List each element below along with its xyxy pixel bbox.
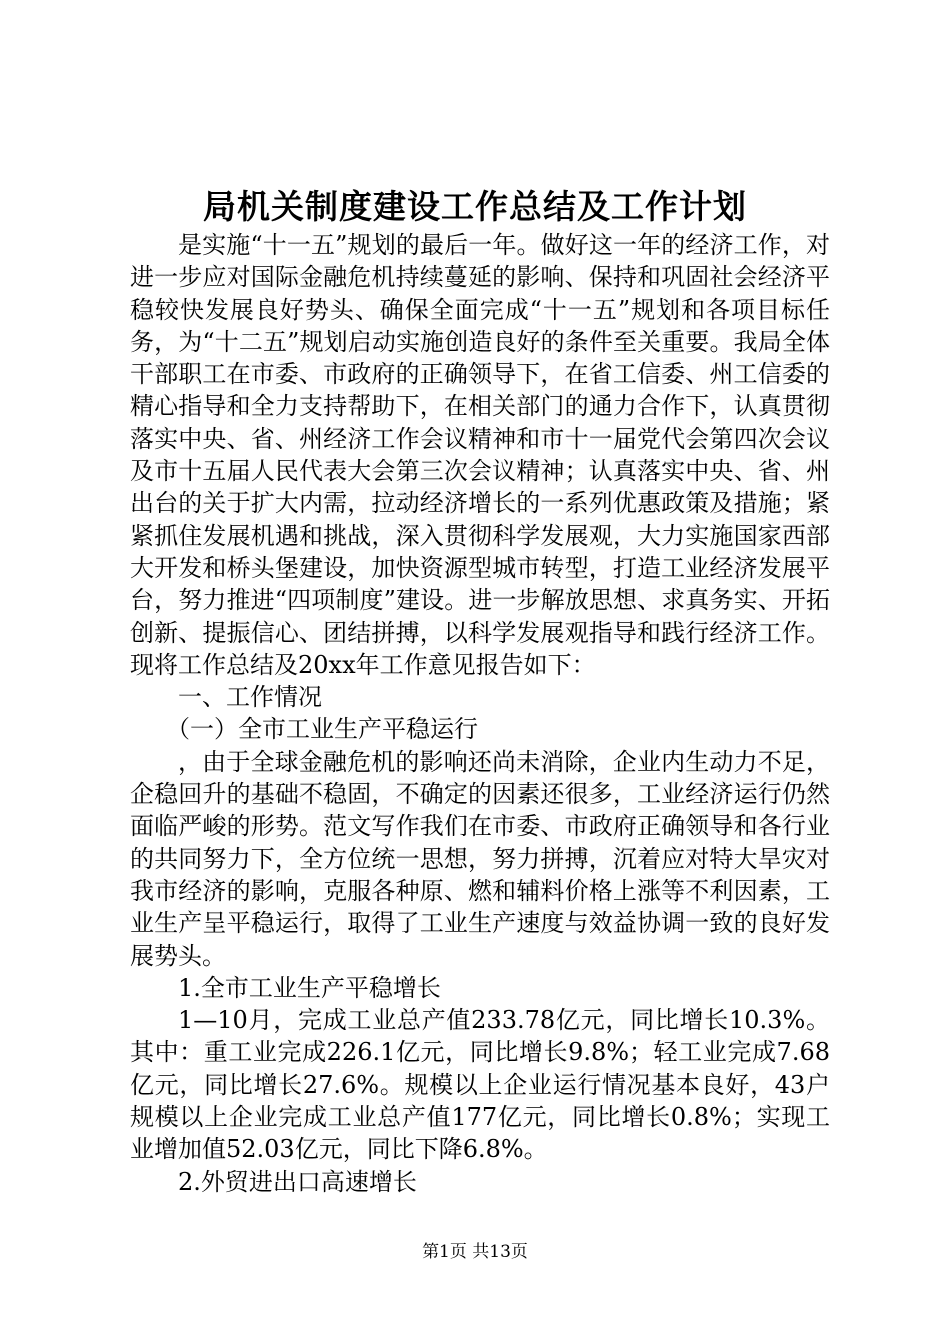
page-footer: 第1页 共13页 (422, 1242, 528, 1262)
item-heading-1: 1.全市工业生产平稳增长 (178, 973, 441, 1002)
item-heading-2: 2.外贸进出口高速增长 (178, 1167, 417, 1196)
statistics-paragraph: 1—10月，完成工业总产值233.78亿元，同比增长10.3%。其中：重工业完成226.1亿元，同比增长9.8%；轻工业完成7.68亿元，同比增长27.6%。规模以上企业运行情况基本良好，43户规模以上企业完成工业总产值177亿元，同比增长0.8%；实现工业增加值52.03亿元，同比下降6.8%。 (130, 1006, 830, 1164)
intro-paragraph: 是实施“十一五”规划的最后一年。做好这一年的经济工作，对进一步应对国际金融危机持续蔓延的影响、保持和巩固社会经济平稳较快发展良好势头、确保全面完成“十一五”规划和各项目标任务，为“十二五”规划启动实施创造良好的条件至关重要。我局全体干部职工在市委、市政府的正确领导下，在省工信委、州工信委的精心指导和全力支持帮助下，在相关部门的通力合作下，认真贯彻落实中央、省、州经济工作会议精神和市十一届党代会第四次会议及市十五届人民代表大会第三次会议精神；认真落实中央、省、州出台的关于扩大内需，拉动经济增长的一系列优惠政策及措施；紧紧抓住发展机遇和挑战，深入贯彻科学发展观，大力实施国家西部大开发和桥头堡建设，加快资源型城市转型，打造工业经济发展平台，努力推进“四项制度”建设。进一步解放思想、求真务实、开拓创新、提振信心、团结拼搏，以科学发展观指导和践行经济工作。现将工作总结及20xx年工作意见报告如下： (130, 231, 830, 679)
section-heading: 一、工作情况 (178, 683, 322, 712)
document-title: 局机关制度建设工作总结及工作计划 (203, 187, 747, 226)
subsection-heading: （一）全市工业生产平稳运行 (166, 715, 478, 744)
document-body (130, 229, 830, 1198)
industry-paragraph: ，由于全球金融危机的影响还尚未消除，企业内生动力不足，企稳回升的基础不稳固，不确定的因素还很多，工业经济运行仍然面临严峻的形势。范文写作我们在市委、市政府正确领导和各行业的共同努力下，全方位统一思想，努力拼搏，沉着应对特大旱灾对我市经济的影响，克服各种原、燃和辅料价格上涨等不利因素，工业生产呈平稳运行，取得了工业生产速度与效益协调一致的良好发展势头。 (130, 747, 830, 970)
